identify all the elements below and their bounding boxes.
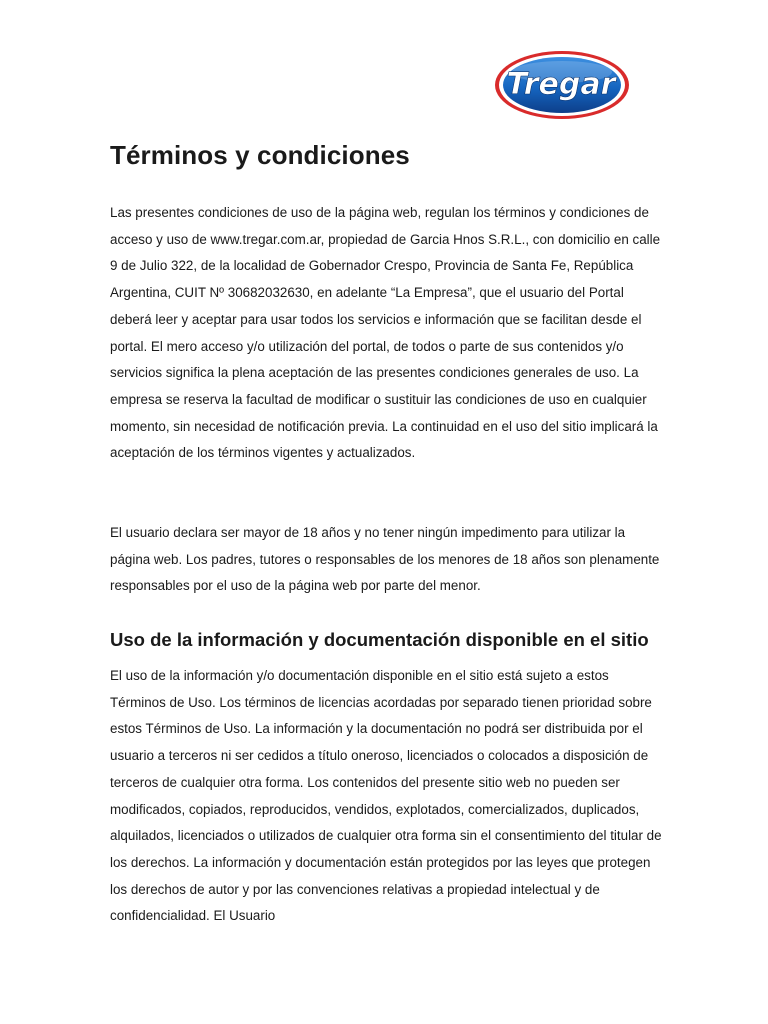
- age-requirement-paragraph: El usuario declara ser mayor de 18 años y no tener ningún impedimento para utilizar la página web. Los padres, tutores o responsables de los menores de 18 años son plenamente responsables por el uso de la página web por parte del menor.: [110, 525, 660, 594]
- logo-wordmark: Tregar: [506, 67, 616, 102]
- page-title: Términos y condiciones: [110, 140, 410, 170]
- intro-paragraph: Las presentes condiciones de uso de la página web, regulan los términos y condiciones de acceso y uso de www.tregar.com.ar, propiedad de Garcia Hnos S.R.L., con domicilio en calle 9 de Julio 322, de la localidad de Gobernador Crespo, Provincia de Santa Fe, República Argentina, CUIT Nº 30682032630, en adelante “La Empresa”, que el usuario del Portal deberá leer y aceptar para usar todos los servicios e información que se facilitan desde el portal. El mero acceso y/o utilización del portal, de todos o parte de sus contenidos y/o servicios significa la plena aceptación de las presentes condiciones generales de uso. La empresa se reserva la facultad de modificar o sustituir las condiciones de uso en cualquier momento, sin necesidad de notificación previa. La continuidad en el uso del sitio implicará la aceptación de los términos vigentes y actualizados.: [110, 205, 661, 461]
- section-heading: Uso de la información y documentación disponible en el sitio: [110, 629, 649, 650]
- tregar-logo: [494, 50, 630, 120]
- information-usage-paragraph: El uso de la información y/o documentación disponible en el sitio está sujeto a estos Términos de Uso. Los términos de licencias acordadas por separado tienen prioridad sobre estos Términos de Uso. La información y la documentación no podrá ser distribuida por el usuario a terceros ni ser cedidos a título oneroso, licenciados o colocados a disposición de terceros de cualquier otra forma. Los contenidos del presente sitio web no pueden ser modificados, copiados, reproducidos, vendidos, explotados, comercializados, duplicados, alquilados, licenciados o utilizados de cualquier otra forma sin el consentimiento del titular de los derechos. La información y documentación están protegidos por las leyes que protegen los derechos de autor y por las convenciones relativas a propiedad intelectual y de confidencialidad. El Usuario: [110, 668, 662, 924]
